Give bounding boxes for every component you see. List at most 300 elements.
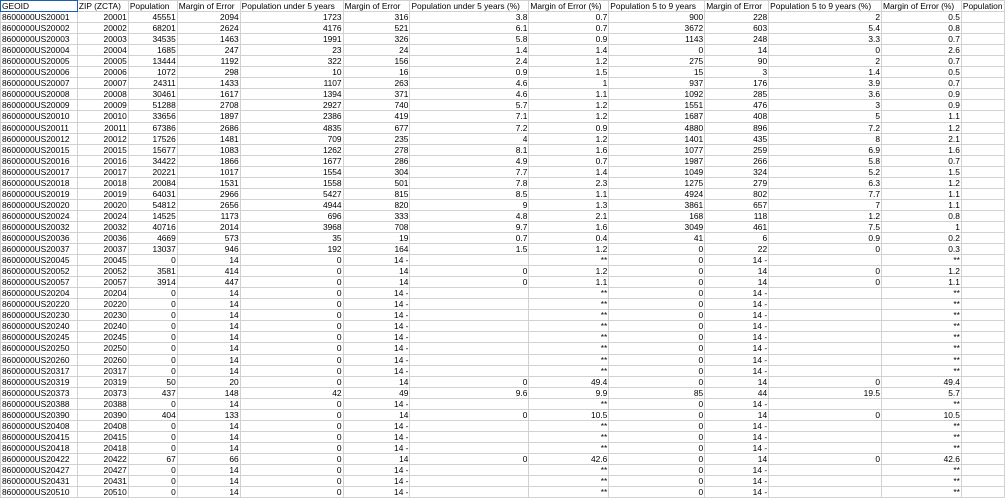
table-cell[interactable]: 20002 <box>77 23 128 34</box>
table-cell[interactable]: ** <box>881 321 961 332</box>
table-cell[interactable]: 0 <box>240 332 343 343</box>
column-header-cell[interactable]: Population under 5 years (%) <box>410 1 529 12</box>
table-cell[interactable]: ** <box>529 321 609 332</box>
table-cell[interactable]: 8600000US20220 <box>1 299 78 310</box>
table-cell[interactable]: 14 - <box>343 431 410 442</box>
table-cell[interactable]: 8600000US20260 <box>1 354 78 365</box>
table-cell[interactable]: 3672 <box>609 23 705 34</box>
table-cell[interactable]: 10.5 <box>881 409 961 420</box>
table-cell[interactable] <box>961 244 1004 255</box>
table-cell[interactable]: 5.8 <box>769 155 882 166</box>
table-cell[interactable]: 0 <box>410 453 529 464</box>
table-cell[interactable]: 0.9 <box>769 232 882 243</box>
table-cell[interactable] <box>961 255 1004 266</box>
table-cell[interactable]: 476 <box>705 100 769 111</box>
table-cell[interactable]: 263 <box>343 78 410 89</box>
table-cell[interactable] <box>961 277 1004 288</box>
table-cell[interactable]: 0 <box>240 409 343 420</box>
table-cell[interactable]: 42.6 <box>529 453 609 464</box>
table-cell[interactable]: 20204 <box>77 288 128 299</box>
table-cell[interactable]: 14 - <box>705 365 769 376</box>
table-cell[interactable]: 603 <box>705 23 769 34</box>
table-cell[interactable]: 1.2 <box>529 111 609 122</box>
table-cell[interactable]: ** <box>881 431 961 442</box>
table-cell[interactable]: 24 <box>343 45 410 56</box>
table-cell[interactable]: 3861 <box>609 199 705 210</box>
table-cell[interactable] <box>769 354 882 365</box>
table-cell[interactable]: 8600000US20003 <box>1 34 78 45</box>
table-cell[interactable] <box>410 398 529 409</box>
table-cell[interactable]: 1143 <box>609 34 705 45</box>
table-cell[interactable] <box>410 255 529 266</box>
column-header-cell[interactable]: Margin of Error (%) <box>881 1 961 12</box>
table-cell[interactable]: 0 <box>128 420 177 431</box>
table-cell[interactable]: 946 <box>177 244 240 255</box>
table-cell[interactable]: 14 - <box>705 487 769 498</box>
table-cell[interactable]: 20510 <box>77 487 128 498</box>
table-cell[interactable]: 4835 <box>240 122 343 133</box>
table-cell[interactable]: 9.9 <box>529 387 609 398</box>
table-cell[interactable]: 501 <box>343 177 410 188</box>
table-cell[interactable]: 2.4 <box>410 56 529 67</box>
table-cell[interactable] <box>961 221 1004 232</box>
table-cell[interactable]: 0.7 <box>529 12 609 23</box>
table-cell[interactable]: 1866 <box>177 155 240 166</box>
table-cell[interactable]: 22 <box>705 244 769 255</box>
table-cell[interactable]: 1107 <box>240 78 343 89</box>
table-cell[interactable]: 8600000US20009 <box>1 100 78 111</box>
table-cell[interactable]: 4944 <box>240 199 343 210</box>
table-cell[interactable] <box>961 23 1004 34</box>
table-cell[interactable]: 1.2 <box>881 122 961 133</box>
table-cell[interactable]: 15677 <box>128 144 177 155</box>
table-cell[interactable] <box>961 177 1004 188</box>
table-cell[interactable]: 0 <box>769 244 882 255</box>
table-cell[interactable]: ** <box>881 354 961 365</box>
table-cell[interactable]: 1083 <box>177 144 240 155</box>
table-cell[interactable]: 8600000US20020 <box>1 199 78 210</box>
table-cell[interactable]: 8600000US20431 <box>1 476 78 487</box>
table-cell[interactable]: 1.1 <box>529 89 609 100</box>
table-cell[interactable]: 14 - <box>705 288 769 299</box>
table-cell[interactable]: 3.9 <box>769 78 882 89</box>
table-cell[interactable]: 447 <box>177 277 240 288</box>
table-cell[interactable]: 7.7 <box>410 166 529 177</box>
table-cell[interactable]: 3.8 <box>410 12 529 23</box>
table-cell[interactable]: 0 <box>769 45 882 56</box>
table-cell[interactable]: 1.4 <box>769 67 882 78</box>
table-cell[interactable] <box>769 255 882 266</box>
table-cell[interactable] <box>769 431 882 442</box>
table-cell[interactable] <box>410 431 529 442</box>
table-cell[interactable]: 0 <box>240 255 343 266</box>
table-cell[interactable]: 4669 <box>128 232 177 243</box>
table-cell[interactable] <box>961 232 1004 243</box>
table-cell[interactable]: 0.7 <box>529 23 609 34</box>
table-cell[interactable]: 1173 <box>177 210 240 221</box>
table-cell[interactable]: 8600000US20024 <box>1 210 78 221</box>
table-cell[interactable]: 0 <box>609 442 705 453</box>
table-cell[interactable]: 0 <box>128 487 177 498</box>
table-cell[interactable]: 8600000US20390 <box>1 409 78 420</box>
table-cell[interactable] <box>961 420 1004 431</box>
table-cell[interactable]: 8600000US20418 <box>1 442 78 453</box>
table-cell[interactable]: 14 <box>177 354 240 365</box>
table-cell[interactable]: 14 <box>177 310 240 321</box>
table-cell[interactable]: 9 <box>410 199 529 210</box>
table-cell[interactable]: 20057 <box>77 277 128 288</box>
table-cell[interactable]: 1531 <box>177 177 240 188</box>
table-cell[interactable]: 0 <box>128 255 177 266</box>
table-cell[interactable]: 324 <box>705 166 769 177</box>
table-cell[interactable]: 2094 <box>177 12 240 23</box>
table-cell[interactable] <box>410 343 529 354</box>
table-cell[interactable]: 1677 <box>240 155 343 166</box>
table-cell[interactable]: 1897 <box>177 111 240 122</box>
table-cell[interactable]: 3.3 <box>769 34 882 45</box>
table-cell[interactable]: 4.6 <box>410 89 529 100</box>
table-cell[interactable]: 0 <box>609 266 705 277</box>
table-cell[interactable]: 14 <box>177 476 240 487</box>
table-cell[interactable]: 5.7 <box>410 100 529 111</box>
table-cell[interactable]: 0 <box>609 487 705 498</box>
table-cell[interactable]: 1.5 <box>410 244 529 255</box>
table-cell[interactable]: 0 <box>240 476 343 487</box>
table-cell[interactable]: 2966 <box>177 188 240 199</box>
table-cell[interactable]: 14 - <box>343 288 410 299</box>
table-cell[interactable] <box>769 310 882 321</box>
table-cell[interactable] <box>769 343 882 354</box>
table-cell[interactable]: 14 - <box>705 299 769 310</box>
table-cell[interactable] <box>961 332 1004 343</box>
table-cell[interactable]: 67 <box>128 453 177 464</box>
table-cell[interactable] <box>961 67 1004 78</box>
table-cell[interactable]: 14 <box>177 299 240 310</box>
table-cell[interactable]: ** <box>529 431 609 442</box>
table-cell[interactable]: 5 <box>769 111 882 122</box>
table-cell[interactable]: ** <box>881 464 961 475</box>
table-cell[interactable]: 0 <box>240 288 343 299</box>
table-cell[interactable] <box>961 56 1004 67</box>
table-cell[interactable]: 3914 <box>128 277 177 288</box>
table-cell[interactable]: 0.9 <box>529 122 609 133</box>
table-cell[interactable]: 176 <box>705 78 769 89</box>
table-cell[interactable]: 0 <box>240 354 343 365</box>
table-cell[interactable]: 1.1 <box>881 188 961 199</box>
table-cell[interactable]: 20427 <box>77 464 128 475</box>
table-cell[interactable]: 14 - <box>343 310 410 321</box>
table-cell[interactable]: 0.8 <box>881 23 961 34</box>
table-cell[interactable]: 68201 <box>128 23 177 34</box>
table-cell[interactable]: 0.8 <box>881 210 961 221</box>
table-cell[interactable]: 4880 <box>609 122 705 133</box>
table-cell[interactable] <box>769 365 882 376</box>
table-cell[interactable]: 1.1 <box>529 188 609 199</box>
table-cell[interactable]: 0 <box>609 321 705 332</box>
table-cell[interactable]: 0 <box>128 442 177 453</box>
table-cell[interactable]: 0 <box>128 299 177 310</box>
table-cell[interactable]: 20006 <box>77 67 128 78</box>
table-cell[interactable]: 0 <box>410 376 529 387</box>
table-cell[interactable]: 2.1 <box>881 133 961 144</box>
table-cell[interactable]: 10.5 <box>529 409 609 420</box>
table-cell[interactable]: 20020 <box>77 199 128 210</box>
table-cell[interactable] <box>961 476 1004 487</box>
table-cell[interactable]: 0 <box>769 277 882 288</box>
table-cell[interactable] <box>961 111 1004 122</box>
table-cell[interactable]: 8600000US20427 <box>1 464 78 475</box>
table-cell[interactable]: 815 <box>343 188 410 199</box>
table-cell[interactable]: 0 <box>240 376 343 387</box>
table-cell[interactable]: 14 - <box>343 442 410 453</box>
table-cell[interactable]: 326 <box>343 34 410 45</box>
table-cell[interactable] <box>769 299 882 310</box>
table-cell[interactable]: 1554 <box>240 166 343 177</box>
table-cell[interactable]: 14525 <box>128 210 177 221</box>
table-cell[interactable]: 20024 <box>77 210 128 221</box>
table-cell[interactable]: 1401 <box>609 133 705 144</box>
table-cell[interactable]: ** <box>529 476 609 487</box>
table-cell[interactable] <box>961 343 1004 354</box>
table-cell[interactable]: 0 <box>609 332 705 343</box>
column-header-cell[interactable]: Population 5 to 9 years <box>609 1 705 12</box>
table-cell[interactable]: 14 - <box>343 398 410 409</box>
table-cell[interactable]: 1017 <box>177 166 240 177</box>
table-cell[interactable]: 0 <box>410 409 529 420</box>
table-cell[interactable]: 8600000US20052 <box>1 266 78 277</box>
table-cell[interactable]: 1991 <box>240 34 343 45</box>
table-cell[interactable]: 51288 <box>128 100 177 111</box>
table-cell[interactable]: 2624 <box>177 23 240 34</box>
table-cell[interactable]: 20018 <box>77 177 128 188</box>
table-cell[interactable]: 14 - <box>705 442 769 453</box>
table-cell[interactable]: 14 - <box>343 476 410 487</box>
table-cell[interactable] <box>410 288 529 299</box>
table-cell[interactable]: 14 <box>705 277 769 288</box>
table-cell[interactable]: 285 <box>705 89 769 100</box>
table-cell[interactable]: 1.2 <box>529 244 609 255</box>
table-cell[interactable]: 404 <box>128 409 177 420</box>
table-cell[interactable]: 0 <box>609 255 705 266</box>
table-cell[interactable]: 461 <box>705 221 769 232</box>
table-cell[interactable]: 1723 <box>240 12 343 23</box>
table-cell[interactable]: 14 - <box>343 420 410 431</box>
table-cell[interactable]: 8600000US20002 <box>1 23 78 34</box>
table-cell[interactable] <box>769 332 882 343</box>
table-cell[interactable] <box>961 210 1004 221</box>
table-cell[interactable]: 20230 <box>77 310 128 321</box>
table-cell[interactable]: 8600000US20007 <box>1 78 78 89</box>
table-cell[interactable]: 118 <box>705 210 769 221</box>
table-cell[interactable]: 266 <box>705 155 769 166</box>
table-cell[interactable]: 20016 <box>77 155 128 166</box>
table-cell[interactable]: 4176 <box>240 23 343 34</box>
table-cell[interactable] <box>769 288 882 299</box>
table-cell[interactable]: 20418 <box>77 442 128 453</box>
table-cell[interactable]: 7.2 <box>769 122 882 133</box>
table-cell[interactable]: 14 <box>343 409 410 420</box>
table-cell[interactable]: 14 - <box>705 332 769 343</box>
column-header-cell[interactable]: GEOID <box>1 1 78 12</box>
table-cell[interactable] <box>961 89 1004 100</box>
table-cell[interactable]: 0.4 <box>529 232 609 243</box>
table-cell[interactable]: 20240 <box>77 321 128 332</box>
table-cell[interactable]: 8600000US20245 <box>1 332 78 343</box>
table-cell[interactable]: ** <box>881 332 961 343</box>
table-cell[interactable]: 20220 <box>77 299 128 310</box>
table-cell[interactable]: 20007 <box>77 78 128 89</box>
table-cell[interactable]: 0 <box>609 376 705 387</box>
table-cell[interactable]: 0 <box>609 365 705 376</box>
table-cell[interactable]: 3968 <box>240 221 343 232</box>
table-cell[interactable] <box>961 299 1004 310</box>
table-cell[interactable]: 9.7 <box>410 221 529 232</box>
table-cell[interactable]: 14 <box>177 332 240 343</box>
table-cell[interactable]: 2 <box>769 56 882 67</box>
column-header-cell[interactable]: Margin of Error <box>343 1 410 12</box>
table-cell[interactable]: ** <box>529 299 609 310</box>
table-cell[interactable]: 0 <box>240 487 343 498</box>
table-cell[interactable]: 0 <box>128 310 177 321</box>
table-cell[interactable]: 2.6 <box>881 45 961 56</box>
table-cell[interactable]: 0 <box>769 409 882 420</box>
table-cell[interactable]: 2927 <box>240 100 343 111</box>
table-cell[interactable]: 8600000US20010 <box>1 111 78 122</box>
table-cell[interactable]: 8600000US20015 <box>1 144 78 155</box>
table-cell[interactable]: ** <box>881 299 961 310</box>
table-cell[interactable]: 14 - <box>343 354 410 365</box>
table-cell[interactable]: 1.1 <box>881 199 961 210</box>
table-cell[interactable]: 17526 <box>128 133 177 144</box>
table-cell[interactable]: 14 - <box>705 354 769 365</box>
table-cell[interactable]: 0 <box>769 266 882 277</box>
table-cell[interactable]: 7.5 <box>769 221 882 232</box>
table-cell[interactable] <box>961 166 1004 177</box>
table-cell[interactable] <box>961 155 1004 166</box>
table-cell[interactable]: 5.7 <box>881 387 961 398</box>
table-cell[interactable]: 0 <box>609 354 705 365</box>
table-cell[interactable]: 14 - <box>343 255 410 266</box>
table-cell[interactable]: 0.7 <box>881 155 961 166</box>
table-cell[interactable]: 0.3 <box>881 244 961 255</box>
column-header-cell[interactable]: Population 5 to 9 years (%) <box>769 1 882 12</box>
table-cell[interactable]: 1.1 <box>529 277 609 288</box>
table-cell[interactable]: 0 <box>609 299 705 310</box>
table-cell[interactable]: 1.2 <box>881 177 961 188</box>
table-cell[interactable]: ** <box>881 442 961 453</box>
table-cell[interactable]: 8600000US20415 <box>1 431 78 442</box>
table-cell[interactable]: 657 <box>705 199 769 210</box>
table-cell[interactable]: 7.2 <box>410 122 529 133</box>
table-cell[interactable]: ** <box>529 332 609 343</box>
table-cell[interactable]: 437 <box>128 387 177 398</box>
table-cell[interactable]: 0 <box>609 277 705 288</box>
table-cell[interactable]: 4 <box>410 133 529 144</box>
table-cell[interactable]: 435 <box>705 133 769 144</box>
table-cell[interactable]: 1.4 <box>529 166 609 177</box>
table-cell[interactable]: 20045 <box>77 255 128 266</box>
table-cell[interactable]: 42 <box>240 387 343 398</box>
table-cell[interactable]: 85 <box>609 387 705 398</box>
table-cell[interactable]: 20001 <box>77 12 128 23</box>
table-cell[interactable] <box>961 133 1004 144</box>
table-cell[interactable]: 1685 <box>128 45 177 56</box>
table-cell[interactable]: 0 <box>240 299 343 310</box>
table-cell[interactable]: 8600000US20045 <box>1 255 78 266</box>
table-cell[interactable]: 3581 <box>128 266 177 277</box>
table-cell[interactable]: 30461 <box>128 89 177 100</box>
table-cell[interactable]: 0 <box>128 332 177 343</box>
table-cell[interactable]: 148 <box>177 387 240 398</box>
table-cell[interactable]: 1.6 <box>529 221 609 232</box>
table-cell[interactable]: 19 <box>343 232 410 243</box>
table-cell[interactable]: 14 <box>343 277 410 288</box>
table-cell[interactable]: 54812 <box>128 199 177 210</box>
table-cell[interactable]: 16 <box>343 67 410 78</box>
table-cell[interactable] <box>961 398 1004 409</box>
table-cell[interactable] <box>961 487 1004 498</box>
table-cell[interactable]: 6.9 <box>769 144 882 155</box>
table-cell[interactable]: 20036 <box>77 232 128 243</box>
table-cell[interactable]: 1987 <box>609 155 705 166</box>
table-cell[interactable]: 0 <box>128 288 177 299</box>
table-cell[interactable]: 408 <box>705 111 769 122</box>
table-cell[interactable]: 20373 <box>77 387 128 398</box>
table-cell[interactable]: 1481 <box>177 133 240 144</box>
table-cell[interactable] <box>961 354 1004 365</box>
table-cell[interactable]: 20052 <box>77 266 128 277</box>
table-cell[interactable]: 3049 <box>609 221 705 232</box>
table-cell[interactable]: 8600000US20037 <box>1 244 78 255</box>
column-header-cell[interactable]: ZIP (ZCTA) <box>77 1 128 12</box>
table-cell[interactable]: 6.1 <box>410 23 529 34</box>
table-cell[interactable]: ** <box>881 343 961 354</box>
table-cell[interactable]: 14 <box>705 453 769 464</box>
table-cell[interactable]: 0 <box>128 321 177 332</box>
table-cell[interactable]: 708 <box>343 221 410 232</box>
table-cell[interactable]: 900 <box>609 12 705 23</box>
column-header-cell[interactable]: Population <box>962 1 1003 12</box>
table-cell[interactable]: 49.4 <box>529 376 609 387</box>
table-cell[interactable]: 20390 <box>77 409 128 420</box>
table-cell[interactable]: 66 <box>177 453 240 464</box>
table-cell[interactable]: 8600000US20317 <box>1 365 78 376</box>
table-cell[interactable]: 8600000US20373 <box>1 387 78 398</box>
table-cell[interactable]: 8600000US20057 <box>1 277 78 288</box>
table-cell[interactable]: 34535 <box>128 34 177 45</box>
table-cell[interactable]: 8600000US20005 <box>1 56 78 67</box>
table-cell[interactable]: 20004 <box>77 45 128 56</box>
table-cell[interactable]: 8600000US20408 <box>1 420 78 431</box>
table-cell[interactable]: 2686 <box>177 122 240 133</box>
table-cell[interactable] <box>961 78 1004 89</box>
table-cell[interactable]: 1.2 <box>529 56 609 67</box>
table-cell[interactable]: 259 <box>705 144 769 155</box>
table-cell[interactable] <box>769 398 882 409</box>
table-cell[interactable] <box>410 420 529 431</box>
table-cell[interactable] <box>961 442 1004 453</box>
table-cell[interactable]: 2014 <box>177 221 240 232</box>
table-cell[interactable]: 10 <box>240 67 343 78</box>
table-cell[interactable]: 13037 <box>128 244 177 255</box>
table-cell[interactable]: 64031 <box>128 188 177 199</box>
table-cell[interactable] <box>769 321 882 332</box>
table-cell[interactable]: 1092 <box>609 89 705 100</box>
table-cell[interactable]: 8 <box>769 133 882 144</box>
table-cell[interactable] <box>410 354 529 365</box>
table-cell[interactable]: 8600000US20036 <box>1 232 78 243</box>
table-cell[interactable]: 20415 <box>77 431 128 442</box>
